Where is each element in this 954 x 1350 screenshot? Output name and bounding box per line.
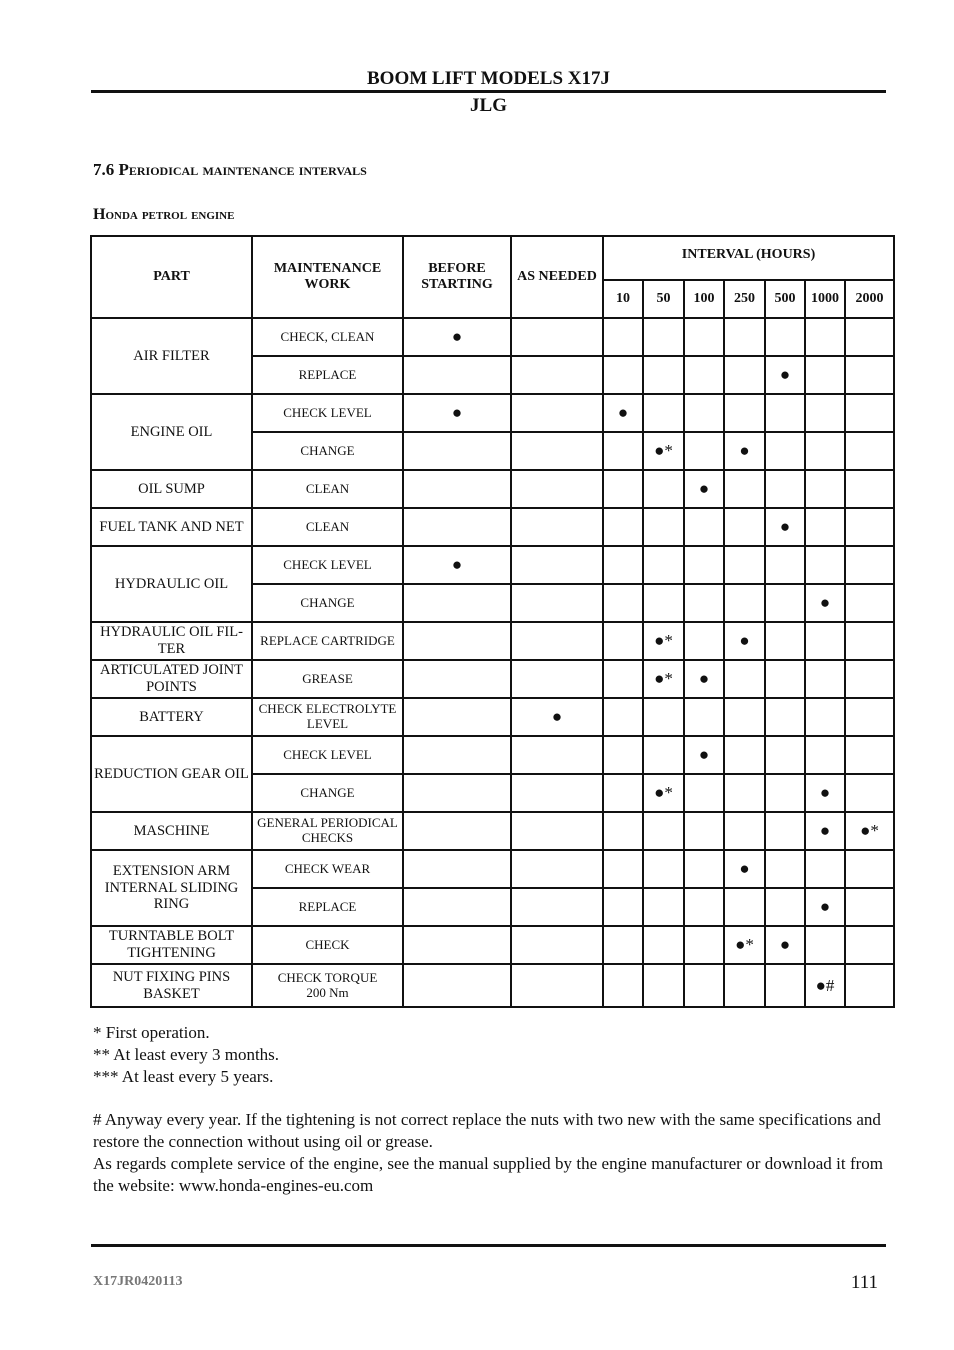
interval-cell bbox=[845, 432, 894, 470]
interval-cell bbox=[805, 356, 845, 394]
header-hours-10: 10 bbox=[603, 280, 643, 318]
header-hours-500: 500 bbox=[765, 280, 805, 318]
interval-cell bbox=[765, 470, 805, 508]
schedule-mark: ● bbox=[451, 403, 463, 423]
interval-cell bbox=[643, 698, 684, 736]
interval-cell bbox=[765, 774, 805, 812]
part-cell: FUEL TANK AND NET bbox=[91, 508, 252, 546]
interval-cell bbox=[765, 850, 805, 888]
interval-cell bbox=[643, 394, 684, 432]
interval-cell bbox=[765, 622, 805, 660]
header-hours-250: 250 bbox=[724, 280, 765, 318]
interval-cell bbox=[603, 546, 643, 584]
interval-cell bbox=[724, 546, 765, 584]
schedule-mark: ● bbox=[779, 365, 791, 385]
part-cell: MASCHINE bbox=[91, 812, 252, 850]
schedule-mark: ● bbox=[739, 859, 750, 879]
interval-cell bbox=[643, 432, 684, 470]
interval-cell bbox=[765, 356, 805, 394]
schedule-mark: ●* bbox=[860, 821, 879, 841]
interval-cell bbox=[511, 774, 603, 812]
interval-cell bbox=[805, 394, 845, 432]
interval-cell bbox=[511, 432, 603, 470]
interval-cell bbox=[805, 546, 845, 584]
interval-cell bbox=[684, 394, 724, 432]
interval-cell bbox=[511, 470, 603, 508]
schedule-mark: ● bbox=[779, 517, 791, 537]
interval-cell bbox=[684, 888, 724, 926]
interval-cell bbox=[805, 432, 845, 470]
interval-cell bbox=[765, 394, 805, 432]
interval-cell bbox=[845, 622, 894, 660]
interval-cell bbox=[603, 736, 643, 774]
table-row bbox=[91, 660, 894, 698]
header-hours-50: 50 bbox=[643, 280, 684, 318]
schedule-mark: ● bbox=[451, 327, 463, 347]
interval-cell bbox=[403, 736, 511, 774]
interval-cell bbox=[724, 774, 765, 812]
interval-cell bbox=[643, 964, 684, 1007]
interval-cell bbox=[765, 964, 805, 1007]
interval-cell bbox=[684, 736, 724, 774]
interval-cell bbox=[724, 394, 765, 432]
interval-cell bbox=[684, 812, 724, 850]
header-hours-2000: 2000 bbox=[845, 280, 894, 318]
header-as-needed: AS NEEDED bbox=[511, 236, 603, 318]
interval-cell bbox=[643, 660, 684, 698]
interval-cell bbox=[684, 774, 724, 812]
work-label: GENERAL PERIODICAL CHECKS bbox=[257, 815, 398, 845]
interval-cell bbox=[684, 432, 724, 470]
interval-cell bbox=[511, 318, 603, 356]
interval-cell bbox=[511, 736, 603, 774]
interval-cell bbox=[511, 926, 603, 964]
interval-cell bbox=[845, 888, 894, 926]
interval-cell bbox=[724, 432, 765, 470]
interval-cell bbox=[684, 622, 724, 660]
interval-cell bbox=[603, 508, 643, 546]
interval-cell bbox=[805, 508, 845, 546]
note-three-months: ** At least every 3 months. bbox=[93, 1045, 280, 1064]
table-row bbox=[91, 964, 894, 1007]
part-cell: REDUCTION GEAR OIL bbox=[91, 736, 252, 812]
interval-cell bbox=[845, 470, 894, 508]
brand-name: JLG bbox=[470, 95, 507, 116]
interval-cell bbox=[403, 546, 511, 584]
interval-cell bbox=[511, 622, 603, 660]
interval-cell bbox=[724, 926, 765, 964]
interval-cell bbox=[805, 622, 845, 660]
work-label: CHANGE bbox=[300, 784, 355, 800]
maintenance-work-cell bbox=[252, 508, 403, 546]
header-part: PART bbox=[91, 236, 252, 318]
note-anyway-every-year: # Anyway every year. If the tightening is not correct replace the nuts with two new with the same specifications and restore the connection without using oil or grease. bbox=[93, 1110, 881, 1151]
interval-cell bbox=[805, 584, 845, 622]
work-label: REPLACE bbox=[298, 366, 357, 382]
maintenance-work-cell bbox=[252, 698, 403, 736]
interval-cell bbox=[684, 470, 724, 508]
interval-cell bbox=[403, 622, 511, 660]
schedule-mark: ● bbox=[739, 631, 750, 651]
interval-cell bbox=[643, 508, 684, 546]
interval-cell bbox=[805, 850, 845, 888]
maintenance-work-cell bbox=[252, 546, 403, 584]
work-label: REPLACE CARTRIDGE bbox=[260, 632, 395, 648]
interval-cell bbox=[684, 850, 724, 888]
interval-cell bbox=[765, 926, 805, 964]
document-code: X17JR0420113 bbox=[93, 1274, 183, 1289]
interval-cell bbox=[603, 888, 643, 926]
maintenance-work-cell bbox=[252, 736, 403, 774]
interval-cell bbox=[643, 318, 684, 356]
interval-cell bbox=[765, 736, 805, 774]
interval-cell bbox=[845, 584, 894, 622]
schedule-mark: ● bbox=[819, 821, 831, 841]
maintenance-table bbox=[90, 235, 895, 1008]
interval-cell bbox=[805, 660, 845, 698]
interval-cell bbox=[765, 812, 805, 850]
interval-cell bbox=[765, 660, 805, 698]
interval-cell bbox=[403, 812, 511, 850]
interval-cell bbox=[805, 736, 845, 774]
interval-cell bbox=[603, 318, 643, 356]
interval-cell bbox=[603, 698, 643, 736]
interval-cell bbox=[603, 622, 643, 660]
interval-cell bbox=[643, 356, 684, 394]
interval-cell bbox=[511, 888, 603, 926]
interval-cell bbox=[805, 888, 845, 926]
interval-cell bbox=[684, 926, 724, 964]
interval-cell bbox=[845, 508, 894, 546]
interval-cell bbox=[724, 356, 765, 394]
interval-cell bbox=[511, 394, 603, 432]
interval-cell bbox=[603, 812, 643, 850]
schedule-mark: ● bbox=[819, 593, 831, 613]
maintenance-work-cell bbox=[252, 318, 403, 356]
interval-cell bbox=[643, 622, 684, 660]
interval-cell bbox=[684, 660, 724, 698]
interval-cell bbox=[603, 660, 643, 698]
interval-cell bbox=[724, 964, 765, 1007]
schedule-mark: ● bbox=[739, 441, 750, 461]
work-label: CHECK LEVEL bbox=[283, 556, 372, 572]
work-sublabel: 200 Nm bbox=[306, 984, 349, 1000]
interval-cell bbox=[403, 698, 511, 736]
interval-cell bbox=[724, 812, 765, 850]
part-cell: HYDRAULIC OIL FIL-TER bbox=[91, 622, 252, 660]
table-row bbox=[91, 508, 894, 546]
interval-cell bbox=[511, 850, 603, 888]
table-row bbox=[91, 546, 894, 584]
interval-cell bbox=[643, 850, 684, 888]
interval-cell bbox=[765, 888, 805, 926]
interval-cell bbox=[805, 698, 845, 736]
interval-cell bbox=[603, 850, 643, 888]
interval-cell bbox=[805, 470, 845, 508]
interval-cell bbox=[765, 508, 805, 546]
interval-cell bbox=[805, 318, 845, 356]
maintenance-work-cell bbox=[252, 774, 403, 812]
interval-cell bbox=[643, 736, 684, 774]
schedule-mark: ●* bbox=[654, 631, 673, 651]
schedule-mark: ● bbox=[551, 707, 563, 727]
interval-cell bbox=[684, 698, 724, 736]
interval-cell bbox=[805, 964, 845, 1007]
subsection-title: Honda petrol engine bbox=[93, 206, 235, 223]
interval-cell bbox=[403, 584, 511, 622]
schedule-mark: ●* bbox=[654, 783, 673, 803]
interval-cell bbox=[643, 774, 684, 812]
schedule-mark: ● bbox=[698, 745, 710, 765]
header-hours-1000: 1000 bbox=[805, 280, 845, 318]
part-cell: OIL SUMP bbox=[91, 470, 252, 508]
note-first-operation: * First operation. bbox=[93, 1023, 210, 1042]
interval-cell bbox=[845, 774, 894, 812]
table-row bbox=[91, 736, 894, 774]
header-interval: INTERVAL (HOURS) bbox=[603, 236, 894, 280]
interval-cell bbox=[403, 964, 511, 1007]
schedule-mark: ● bbox=[698, 479, 710, 499]
table-row bbox=[91, 812, 894, 850]
interval-cell bbox=[643, 888, 684, 926]
interval-cell bbox=[403, 394, 511, 432]
work-label: GREASE bbox=[302, 670, 353, 686]
maintenance-work-cell bbox=[252, 926, 403, 964]
maintenance-work-cell bbox=[252, 356, 403, 394]
interval-cell bbox=[684, 964, 724, 1007]
schedule-mark: ● bbox=[698, 669, 710, 689]
maintenance-work-cell bbox=[252, 622, 403, 660]
schedule-mark: ● bbox=[819, 897, 831, 917]
part-cell: EXTENSION ARM INTERNAL SLIDING RING bbox=[91, 850, 252, 926]
interval-cell bbox=[511, 508, 603, 546]
work-label: REPLACE bbox=[298, 898, 357, 914]
schedule-mark: ●* bbox=[735, 935, 754, 955]
interval-cell bbox=[845, 850, 894, 888]
interval-cell bbox=[603, 964, 643, 1007]
interval-cell bbox=[805, 812, 845, 850]
table-row bbox=[91, 622, 894, 660]
interval-cell bbox=[643, 546, 684, 584]
interval-cell bbox=[403, 774, 511, 812]
maintenance-work-cell bbox=[252, 470, 403, 508]
interval-cell bbox=[805, 926, 845, 964]
interval-cell bbox=[511, 812, 603, 850]
interval-cell bbox=[724, 888, 765, 926]
maintenance-table-body bbox=[91, 318, 894, 1007]
schedule-mark: ● bbox=[617, 403, 629, 423]
schedule-mark: ●* bbox=[654, 441, 673, 461]
page-number: 111 bbox=[850, 1272, 878, 1293]
interval-cell bbox=[845, 394, 894, 432]
header-rule bbox=[91, 90, 886, 93]
interval-cell bbox=[603, 432, 643, 470]
work-label: CLEAN bbox=[305, 518, 350, 534]
interval-cell bbox=[643, 470, 684, 508]
interval-cell bbox=[403, 660, 511, 698]
footer-rule bbox=[91, 1244, 886, 1247]
footnotes bbox=[93, 1022, 883, 1197]
interval-cell bbox=[765, 318, 805, 356]
interval-cell bbox=[724, 622, 765, 660]
work-label: CHECK LEVEL bbox=[283, 404, 372, 420]
maintenance-work-cell bbox=[252, 888, 403, 926]
work-label: CHECK bbox=[305, 936, 350, 952]
interval-cell bbox=[403, 318, 511, 356]
interval-cell bbox=[765, 546, 805, 584]
table-row bbox=[91, 850, 894, 888]
interval-cell bbox=[684, 584, 724, 622]
interval-cell bbox=[684, 546, 724, 584]
interval-cell bbox=[511, 964, 603, 1007]
interval-cell bbox=[724, 584, 765, 622]
interval-cell bbox=[684, 318, 724, 356]
interval-cell bbox=[845, 318, 894, 356]
part-cell: ENGINE OIL bbox=[91, 394, 252, 470]
interval-cell bbox=[724, 850, 765, 888]
interval-cell bbox=[845, 660, 894, 698]
work-label: CLEAN bbox=[305, 480, 350, 496]
interval-cell bbox=[403, 508, 511, 546]
table-row bbox=[91, 394, 894, 432]
schedule-mark: ● bbox=[779, 935, 791, 955]
schedule-mark: ● bbox=[451, 555, 463, 575]
interval-cell bbox=[511, 660, 603, 698]
interval-cell bbox=[845, 356, 894, 394]
interval-cell bbox=[724, 660, 765, 698]
interval-cell bbox=[845, 698, 894, 736]
interval-cell bbox=[805, 774, 845, 812]
interval-cell bbox=[403, 888, 511, 926]
interval-cell bbox=[603, 774, 643, 812]
maintenance-work-cell bbox=[252, 394, 403, 432]
interval-cell bbox=[403, 926, 511, 964]
interval-cell bbox=[724, 736, 765, 774]
work-label: CHECK ELECTROLYTE LEVEL bbox=[258, 701, 397, 731]
interval-cell bbox=[765, 698, 805, 736]
interval-cell bbox=[765, 584, 805, 622]
section-title: 7.6 Periodical maintenance intervals bbox=[93, 160, 367, 179]
interval-cell bbox=[511, 698, 603, 736]
interval-cell bbox=[511, 356, 603, 394]
part-cell: NUT FIXING PINS BASKET bbox=[91, 964, 252, 1007]
work-label: CHECK TORQUE bbox=[277, 969, 378, 985]
work-label: CHANGE bbox=[300, 594, 355, 610]
work-label: CHANGE bbox=[300, 442, 355, 458]
interval-cell bbox=[724, 318, 765, 356]
part-cell: HYDRAULIC OIL bbox=[91, 546, 252, 622]
interval-cell bbox=[603, 926, 643, 964]
table-row bbox=[91, 698, 894, 736]
interval-cell bbox=[511, 584, 603, 622]
interval-cell bbox=[684, 508, 724, 546]
part-cell: AIR FILTER bbox=[91, 318, 252, 394]
part-cell: ARTICULATED JOINT POINTS bbox=[91, 660, 252, 698]
interval-cell bbox=[724, 508, 765, 546]
work-label: CHECK WEAR bbox=[284, 860, 371, 876]
schedule-mark: ●* bbox=[654, 669, 673, 689]
maintenance-work-cell bbox=[252, 850, 403, 888]
interval-cell bbox=[765, 432, 805, 470]
interval-cell bbox=[643, 926, 684, 964]
interval-cell bbox=[845, 926, 894, 964]
maintenance-work-cell bbox=[252, 660, 403, 698]
table-row bbox=[91, 318, 894, 356]
table-row bbox=[91, 470, 894, 508]
interval-cell bbox=[603, 584, 643, 622]
interval-cell bbox=[403, 470, 511, 508]
note-five-years: *** At least every 5 years. bbox=[93, 1067, 274, 1086]
part-cell: BATTERY bbox=[91, 698, 252, 736]
interval-cell bbox=[724, 470, 765, 508]
interval-cell bbox=[845, 812, 894, 850]
work-label: CHECK, CLEAN bbox=[280, 328, 375, 344]
interval-cell bbox=[643, 812, 684, 850]
interval-cell bbox=[684, 356, 724, 394]
document-title: BOOM LIFT MODELS X17J bbox=[367, 68, 610, 89]
interval-cell bbox=[724, 698, 765, 736]
interval-cell bbox=[403, 850, 511, 888]
interval-cell bbox=[845, 546, 894, 584]
header-maintenance-work: MAINTENANCE WORK bbox=[252, 236, 403, 318]
table-row bbox=[91, 926, 894, 964]
interval-cell bbox=[511, 546, 603, 584]
interval-cell bbox=[603, 470, 643, 508]
interval-cell bbox=[603, 356, 643, 394]
maintenance-work-cell bbox=[252, 964, 403, 1007]
interval-cell bbox=[845, 964, 894, 1007]
schedule-mark: ● bbox=[819, 783, 831, 803]
maintenance-work-cell bbox=[252, 812, 403, 850]
interval-cell bbox=[603, 394, 643, 432]
interval-cell bbox=[643, 584, 684, 622]
schedule-mark: ●# bbox=[815, 975, 835, 995]
interval-cell bbox=[845, 736, 894, 774]
interval-cell bbox=[403, 356, 511, 394]
work-label: CHECK LEVEL bbox=[283, 746, 372, 762]
maintenance-work-cell bbox=[252, 432, 403, 470]
maintenance-work-cell bbox=[252, 584, 403, 622]
note-engine-service: As regards complete service of the engine, see the manual supplied by the engine manufacturer or download it from the website: www.honda-engines-eu.com bbox=[93, 1154, 883, 1195]
interval-cell bbox=[403, 432, 511, 470]
header-before-starting: BEFORE STARTING bbox=[403, 236, 511, 318]
part-cell: TURNTABLE BOLT TIGHTENING bbox=[91, 926, 252, 964]
header-hours-100: 100 bbox=[684, 280, 724, 318]
